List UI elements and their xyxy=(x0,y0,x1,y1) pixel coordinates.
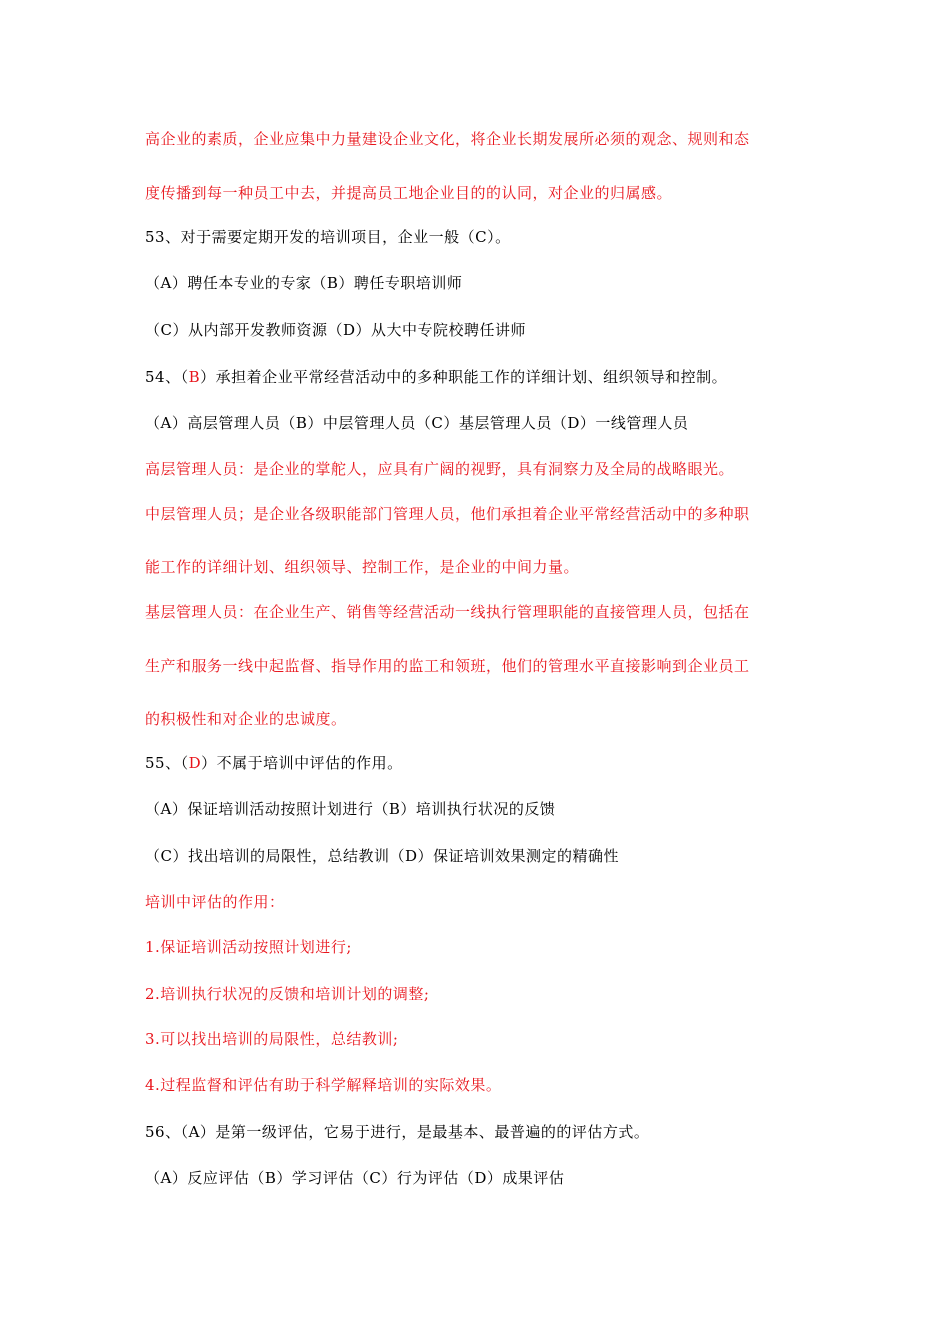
explanation-line: 中层管理人员；是企业各级职能部门管理人员，他们承担着企业平常经营活动中的多种职 xyxy=(145,505,750,523)
answer-letter: B xyxy=(188,368,201,386)
explanation-line: 培训中评估的作用： xyxy=(145,893,285,911)
explanation-line: 1.保证培训活动按照计划进行; xyxy=(145,938,352,956)
options-line: （A）聘任本专业的专家（B）聘任专职培训师 xyxy=(145,274,463,292)
options-line: （A）高层管理人员（B）中层管理人员（C）基层管理人员（D）一线管理人员 xyxy=(145,414,689,432)
explanation-line: 3.可以找出培训的局限性，总结教训; xyxy=(145,1030,399,1048)
options-line: （A）反应评估（B）学习评估（C）行为评估（D）成果评估 xyxy=(145,1169,565,1187)
text-line: 高企业的素质，企业应集中力量建设企业文化，将企业长期发展所必须的观念、规则和态 xyxy=(145,130,750,148)
explanation-line: 生产和服务一线中起监督、指导作用的监工和领班，他们的管理水平直接影响到企业员工 xyxy=(145,657,750,675)
text-line: 度传播到每一种员工中去，并提高员工地企业目的的认同，对企业的归属感。 xyxy=(145,184,673,202)
options-line: （C）找出培训的局限性，总结教训（D）保证培训效果测定的精确性 xyxy=(145,847,620,865)
explanation-line: 2.培训执行状况的反馈和培训计划的调整; xyxy=(145,985,430,1003)
explanation-line: 能工作的详细计划、组织领导、控制工作，是企业的中间力量。 xyxy=(145,558,580,576)
question-suffix: ）承担着企业平常经营活动中的多种职能工作的详细计划、组织领导和控制。 xyxy=(200,368,728,386)
options-line: （C）从内部开发教师资源（D）从大中专院校聘任讲师 xyxy=(145,321,527,339)
explanation-line: 基层管理人员：在企业生产、销售等经营活动一线执行管理职能的直接管理人员，包括在 xyxy=(145,603,750,621)
explanation-line: 4.过程监督和评估有助于科学解释培训的实际效果。 xyxy=(145,1076,502,1094)
question-53: 53、对于需要定期开发的培训项目，企业一般（C）。 xyxy=(145,228,511,246)
explanation-line: 高层管理人员：是企业的掌舵人，应具有广阔的视野，具有洞察力及全局的战略眼光。 xyxy=(145,460,735,478)
question-prefix: 55、（ xyxy=(145,754,189,772)
question-55 xyxy=(145,752,403,773)
question-suffix: ）不属于培训中评估的作用。 xyxy=(201,754,403,772)
options-line: （A）保证培训活动按照计划进行（B）培训执行状况的反馈 xyxy=(145,800,556,818)
explanation-line: 的积极性和对企业的忠诚度。 xyxy=(145,710,347,728)
answer-letter: D xyxy=(188,754,202,772)
question-56: 56、（A）是第一级评估，它易于进行，是最基本、最普遍的的评估方式。 xyxy=(145,1123,650,1141)
question-prefix: 54、（ xyxy=(145,368,189,386)
question-54 xyxy=(145,366,727,387)
